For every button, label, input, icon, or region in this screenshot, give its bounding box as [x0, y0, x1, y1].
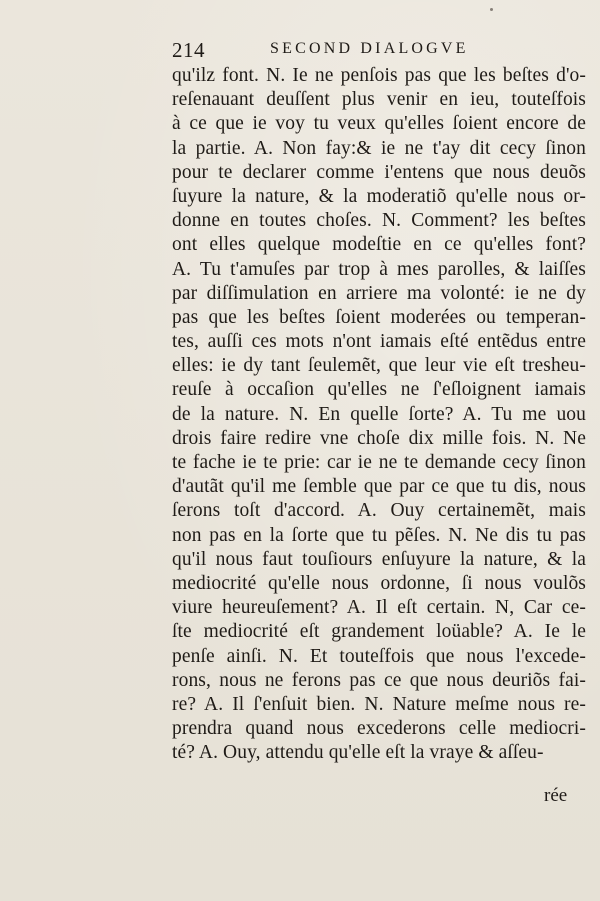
catchword: rée: [544, 785, 568, 806]
text-line: drois faire redire vne choſe dix mille fois. N. Ne: [172, 427, 586, 449]
text-line: reuſe à occaſion qu'elles ne ſ'eſloignent iamais: [172, 379, 586, 401]
text-line: d'autãt qu'il me ſemble que par ce que tu dis, nous: [172, 476, 586, 498]
text-line: non pas en la ſorte que tu pẽſes. N. Ne dis tu pas: [172, 524, 586, 546]
text-line: te fache ie te prie: car ie ne te demande cecy ſinon: [172, 452, 586, 473]
text-line: re? A. Il ſ'enſuit bien. N. Nature meſme nous re-: [172, 693, 586, 715]
text-line: de la nature. N. En quelle ſorte? A. Tu me uou: [172, 403, 586, 425]
text-line: ſuyure la nature, & la moderatiõ qu'elle nous or-: [172, 185, 586, 207]
text-line: mediocrité qu'elle nous ordonne, ſi nous voulõs: [172, 572, 586, 594]
text-line: la partie. A. Non fay:& ie ne t'ay dit cecy ſinon: [172, 137, 586, 159]
text-line: penſe ainſi. N. Et touteſfois que nous l'excede-: [172, 645, 586, 667]
text-line: à ce que ie voy tu veux qu'elles ſoient encore de: [172, 113, 586, 135]
text-line: elles: ie dy tant ſeulemẽt, que leur vie eſt tresheu-: [172, 355, 586, 377]
text-line: reſenauant deuſſent plus venir en ieu, touteſfois: [172, 89, 586, 111]
text-line: rons, nous ne ferons pas ce que nous deuriõs fai-: [172, 669, 586, 691]
text-line: ſte mediocrité eſt grandement loüable? A. Ie le: [172, 621, 586, 643]
page-number: 214: [172, 38, 205, 62]
running-title: SECOND DIALOGVE: [270, 40, 469, 57]
page-header: [172, 38, 584, 64]
body-text: [172, 64, 586, 765]
text-line: qu'il nous faut touſiours enſuyure la nature, & la: [172, 548, 586, 570]
text-line: par diſſimulation en arriere ma volonté: ie ne dy: [172, 282, 586, 304]
text-line: prendra quand nous excederons celle mediocri-: [172, 718, 586, 740]
text-line: ont elles quelque modeſtie en ce qu'elles font?: [172, 234, 586, 256]
text-line: té? A. Ouy, attendu qu'elle eſt la vraye & aſſeu-: [172, 742, 544, 764]
text-line: qu'ilz font. N. Ie ne penſois pas que les beſtes d'o-: [172, 65, 586, 86]
text-line: pas que les beſtes ſoient moderées ou temperan-: [172, 306, 586, 328]
text-line: ſerons toſt d'accord. A. Ouy certainemẽt, mais: [172, 500, 586, 522]
ink-speck: [490, 8, 493, 11]
text-line: pour te declarer comme i'entens que nous deuõs: [172, 161, 586, 183]
text-line: tes, auſſi ces mots n'ont iamais eſté entẽdus entre: [172, 331, 586, 353]
text-line: A. Tu t'amuſes par trop à mes parolles, & laiſſes: [172, 258, 586, 280]
text-line: viure heureuſement? A. Il eſt certain. N, Car ce-: [172, 597, 586, 619]
text-line: donne en toutes choſes. N. Comment? les beſtes: [172, 210, 586, 232]
